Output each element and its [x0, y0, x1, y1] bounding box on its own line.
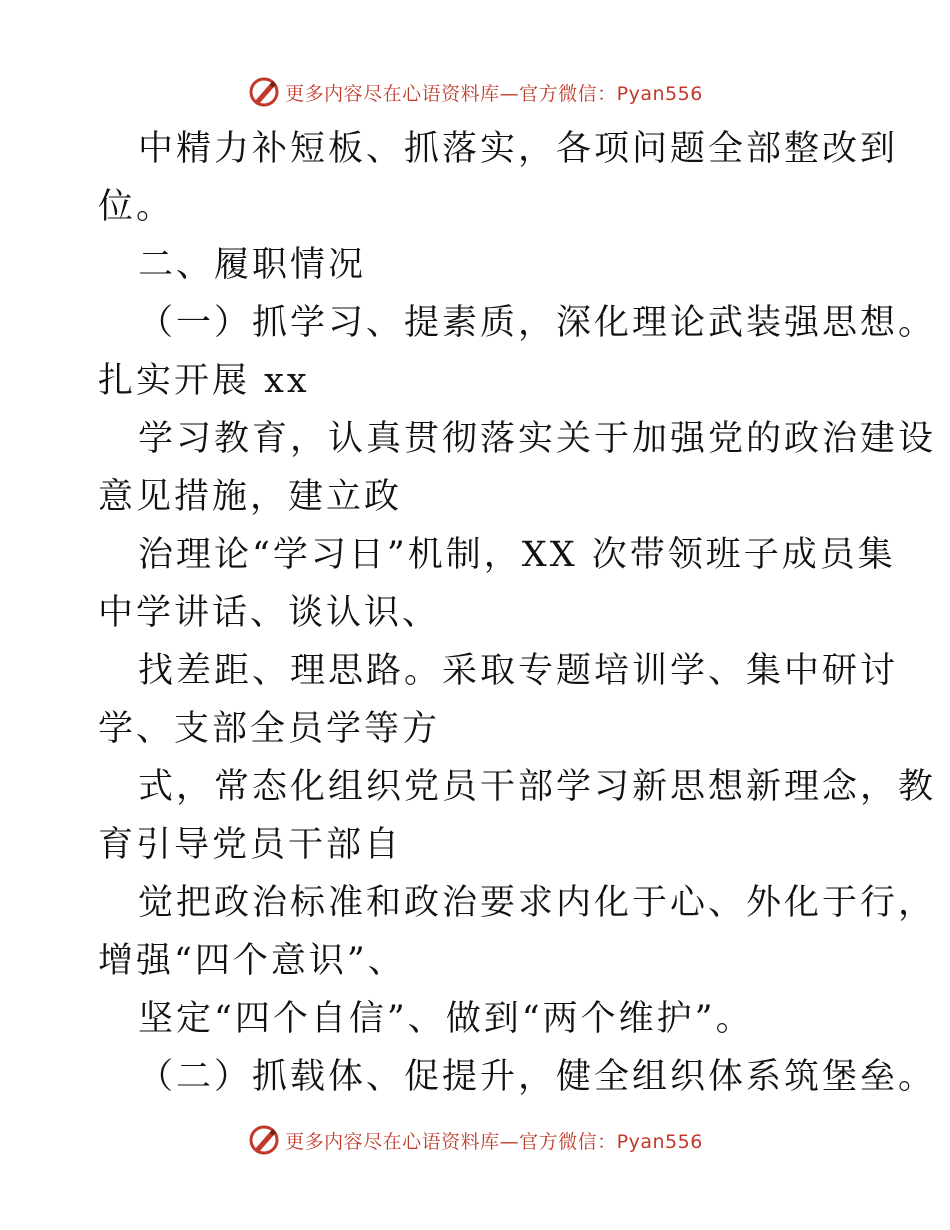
text-line: 坚定“四个自信”、做到“两个维护”。 [138, 999, 754, 1039]
text-line: 位。 [98, 187, 175, 227]
footer-watermark [0, 1120, 950, 1160]
text-line: 中学讲话、谈认识、 [98, 593, 441, 633]
text-line: 二、履职情况 [138, 245, 367, 285]
text-line: 育引导党员干部自 [98, 825, 403, 865]
text-line: 找差距、理思路。采取专题培训学、集中研讨 [138, 651, 899, 691]
text-line: 学习教育，认真贯彻落实关于加强党的政治建设 [138, 419, 937, 459]
text-line: 治理论“学习日”机制，XX 次带领班子成员集 [138, 535, 896, 575]
text-line: 增强“四个意识”、 [98, 941, 406, 981]
text-line: （一）抓学习、提素质，深化理论武装强思想。 [138, 303, 937, 343]
pen-logo-icon [247, 75, 281, 109]
text-line: 意见措施，建立政 [98, 477, 403, 517]
text-line: 式，常态化组织党员干部学习新思想新理念，教 [138, 767, 937, 807]
header-watermark-text: 更多内容尽在心语资料库—官方微信：Pyan556 [285, 82, 703, 105]
footer-watermark-text: 更多内容尽在心语资料库—官方微信：Pyan556 [285, 1130, 703, 1153]
header-watermark [0, 72, 950, 112]
text-line: 学、支部全员学等方 [98, 709, 441, 749]
text-line: （二）抓载体、促提升，健全组织体系筑堡垒。 [138, 1057, 937, 1097]
pen-logo-icon [247, 1123, 281, 1157]
text-line: 中精力补短板、抓落实，各项问题全部整改到 [138, 129, 899, 169]
document-body [98, 120, 937, 1106]
text-line: 觉把政治标准和政治要求内化于心、外化于行， [138, 883, 937, 923]
text-line: 扎实开展 xx [98, 361, 310, 401]
